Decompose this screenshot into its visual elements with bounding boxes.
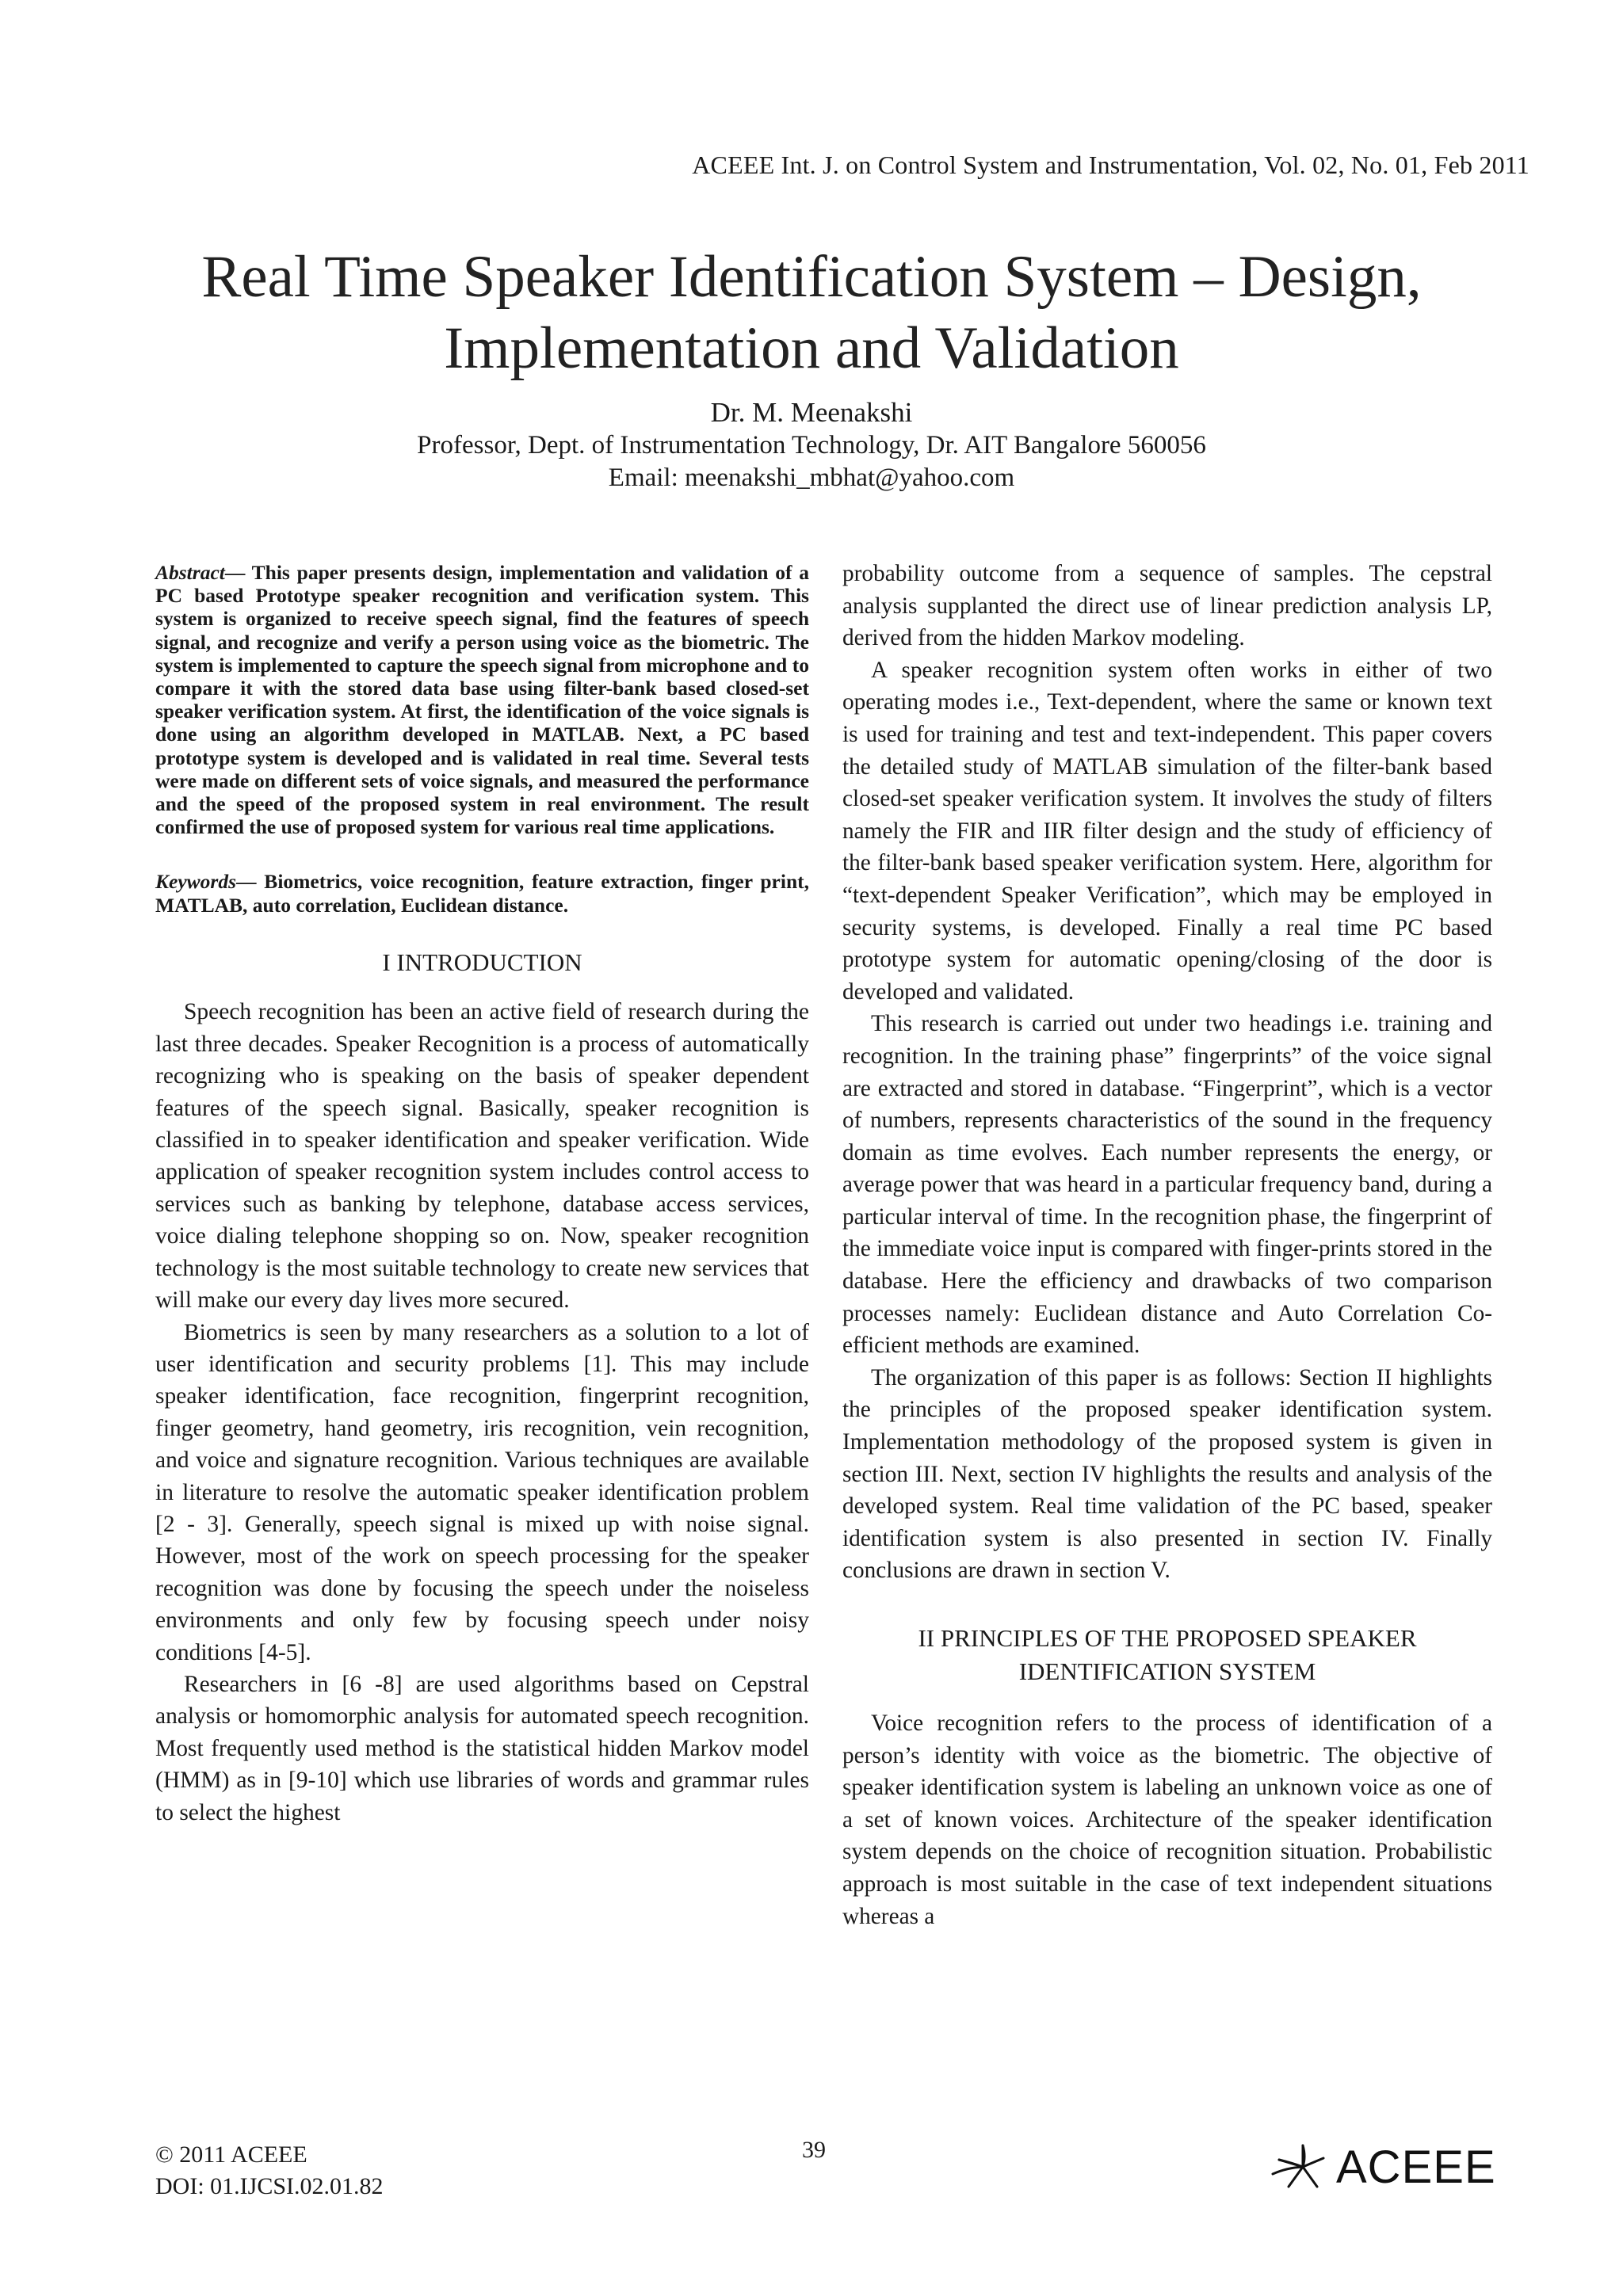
author-email: Email: meenakshi_mbhat@yahoo.com xyxy=(608,463,1015,492)
section-2-heading-line-2: IDENTIFICATION SYSTEM xyxy=(1018,1657,1316,1685)
aceee-star-icon xyxy=(1268,2139,1338,2195)
footer-copyright: © 2011 ACEEE xyxy=(155,2142,307,2168)
abstract-label: Abstract xyxy=(155,561,225,584)
abstract xyxy=(155,561,809,838)
title-line-2: Implementation and Validation xyxy=(444,315,1179,381)
footer-info xyxy=(155,2139,384,2203)
intro-paragraph: The organization of this paper is as follows: Section II highlights the principles of the proposed speaker identification system. Implementation methodology of the proposed system is given in section III. Next, section IV highlights the results and analysis of the developed system. Real time validation of the PC based, speaker identification system is also presented in section IV. Finally conclusions are drawn in section V. xyxy=(842,1364,1492,1584)
keywords-label: Keywords xyxy=(155,870,236,894)
intro-paragraph: probability outcome from a sequence of samples. The cepstral analysis supplanted the direct use of linear prediction analysis LP, derived from the hidden Markov modeling. xyxy=(842,561,1492,651)
section-1-heading xyxy=(155,947,809,978)
author-block xyxy=(0,396,1623,494)
right-column xyxy=(842,558,1492,1932)
section-2-heading-line-1: II PRINCIPLES OF THE PROPOSED SPEAKER xyxy=(918,1624,1417,1652)
page-number: 39 xyxy=(802,2137,826,2163)
section-1-heading-text: I INTRODUCTION xyxy=(382,948,582,977)
section-2-paragraph: Voice recognition refers to the process of identification of a person’s identity with voice as the biometric. The objective of speaker identification system is labeling an unknown voice as one of a set of known voices. Architecture of the speaker identification system depends on the choice of recognition situation. Probabilistic approach is most suitable in the case of text independent situations whereas a xyxy=(842,1711,1492,1929)
aceee-logo xyxy=(1268,2139,1506,2195)
paper-title xyxy=(0,242,1623,384)
author-affiliation: Professor, Dept. of Instrumentation Technology, Dr. AIT Bangalore 560056 xyxy=(417,431,1206,460)
abstract-text: — This paper presents design, implementation and validation of a PC based Prototype speaker recognition and verification system. This system is organized to receive speech signal, find the features of speech signal, and recognize and verify a person using voice as the biometric. The system is implemented to capture the speech signal from microphone and to compare it with the stored data base using filter-bank based closed-set speaker verification system. At first, the identification of the voice signals is done using an algorithm developed in MATLAB. Next, a PC based prototype system is developed and is validated in real time. Several tests were made on different sets of voice signals, and measured the performance and the speed of the proposed system in real environment. The result confirmed the use of proposed system for various real time applications. xyxy=(155,561,809,839)
keywords xyxy=(155,870,809,917)
journal-header: ACEEE Int. J. on Control System and Instrumentation, Vol. 02, No. 01, Feb 2011 xyxy=(692,151,1529,179)
intro-paragraph: A speaker recognition system often works in either of two operating modes i.e., Text-dependent, where the same or known text is used for training and test and text-independent. This paper covers the detailed study of MATLAB simulation of the filter-bank based closed-set speaker verification system. It involves the study of filters namely the FIR and IIR filter design and the study of efficiency of the filter-bank based speaker verification system. Here, algorithm for “text-dependent Speaker Verification”, which may be employed in security systems, is developed. Finally a real time PC based prototype system for automatic opening/closing of the door is developed and validated. xyxy=(842,657,1492,1005)
author-name: Dr. M. Meenakshi xyxy=(710,397,913,428)
keywords-text: — Biometrics, voice recognition, feature extraction, finger print, MATLAB, auto correlation, Euclidean distance. xyxy=(155,870,809,917)
footer-doi: DOI: 01.IJCSI.02.01.82 xyxy=(155,2173,384,2199)
intro-paragraph: This research is carried out under two headings i.e. training and recognition. In the training phase” fingerprints” of the voice signal are extracted and stored in database. “Fingerprint”, which is a vector of numbers, represents characteristics of the sound in the frequency domain as time evolves. Each number represents the energy, or average power that was heard in a particular frequency band, during a particular interval of time. In the recognition phase, the fingerprint of the immediate voice input is compared with finger-prints stored in the database. Here the efficiency and drawbacks of two comparison processes namely: Euclidean distance and Auto Correlation Co-efficient methods are examined. xyxy=(842,1011,1492,1359)
intro-paragraph: Speech recognition has been an active field of research during the last three decades. Speaker Recognition is a process of automatically recognizing who is speaking on the basis of speaker dependent features of the speech signal. Basically, speaker recognition is classified in to speaker identification and speaker verification. Wide application of speaker recognition system includes control access to services such as banking by telephone, database access services, voice dialing telephone shopping so on. Now, speaker recognition technology is the most suitable technology to create new services that will make our every day lives more secured. xyxy=(155,999,809,1314)
title-line-1: Real Time Speaker Identification System – Design, xyxy=(201,244,1422,310)
section-2-heading xyxy=(842,1622,1492,1688)
intro-paragraph: Researchers in [6 -8] are used algorithms based on Cepstral analysis or homomorphic analysis for automated speech recognition. Most frequently used method is the statistical hidden Markov model (HMM) as in [9-10] which use libraries of words and grammar rules to select the highest xyxy=(155,1671,809,1825)
left-column xyxy=(155,561,809,1829)
logo-text: ACEEE xyxy=(1336,2141,1496,2193)
intro-paragraph: Biometrics is seen by many researchers as a solution to a lot of user identification and security problems [1]. This may include speaker identification, face recognition, fingerprint recognition, finger geometry, hand geometry, iris recognition, vein recognition, and voice and signature recognition. Various techniques are available in literature to resolve the automatic speaker identification problem [2 - 3]. Generally, speech signal is mixed up with noise signal. However, most of the work on speech processing for the speaker recognition was done by focusing the speech under the noiseless environments and only few by focusing speech under noisy conditions [4-5]. xyxy=(155,1319,809,1665)
